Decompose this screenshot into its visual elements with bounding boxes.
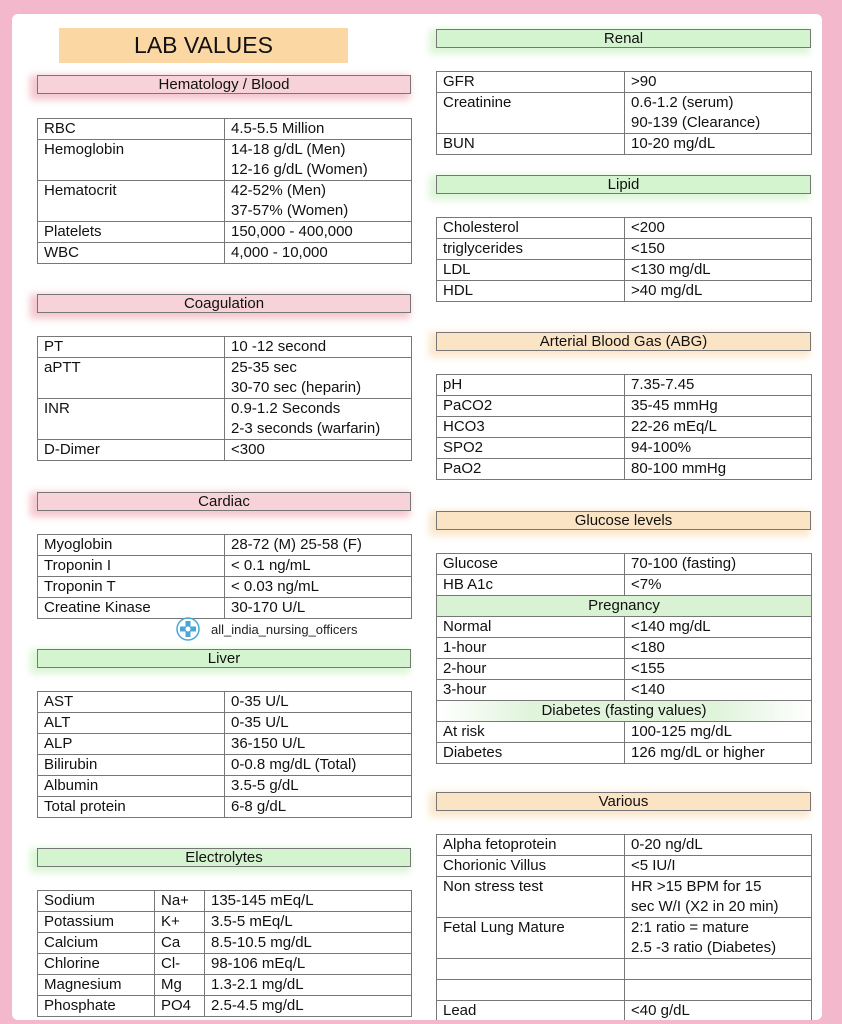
value-cell: <7%: [625, 575, 812, 596]
table-row: [38, 399, 412, 440]
table-row: [38, 755, 412, 776]
value-cell: [625, 980, 812, 1001]
value-cell: 3.5-5 g/dL: [225, 776, 412, 797]
test-name-cell: 1-hour: [437, 638, 625, 659]
glucose-table: [436, 553, 812, 764]
various-header: Various: [436, 792, 811, 811]
value-cell: <150: [625, 239, 812, 260]
test-name-cell: Lead: [437, 1001, 625, 1021]
table-row: [437, 554, 812, 575]
table-row: [437, 959, 812, 980]
table-row: [38, 140, 412, 181]
table-row: [437, 396, 812, 417]
renal-table: [436, 71, 812, 155]
lab-values-sheet: [12, 14, 822, 1020]
value-cell: 0-35 U/L: [225, 692, 412, 713]
table-row: [437, 438, 812, 459]
table-row: [38, 556, 412, 577]
test-name-cell: Diabetes: [437, 743, 625, 764]
test-name-cell: Bilirubin: [38, 755, 225, 776]
test-name-cell: GFR: [437, 72, 625, 93]
value-cell: >40 mg/dL: [625, 281, 812, 302]
value-cell: <130 mg/dL: [625, 260, 812, 281]
table-row: [437, 617, 812, 638]
value-cell: 1.3-2.1 mg/dL: [205, 975, 412, 996]
table-row: [437, 680, 812, 701]
table-row: [38, 996, 412, 1017]
test-name-cell: Total protein: [38, 797, 225, 818]
test-name-cell: Albumin: [38, 776, 225, 797]
table-row: [437, 417, 812, 438]
value-cell: Na+: [155, 891, 205, 912]
test-name-cell: Fetal Lung Mature: [437, 918, 625, 959]
value-cell: 28-72 (M) 25-58 (F): [225, 535, 412, 556]
table-row: [437, 659, 812, 680]
value-cell: K+: [155, 912, 205, 933]
test-name-cell: 2-hour: [437, 659, 625, 680]
abg-header: Arterial Blood Gas (ABG): [436, 332, 811, 351]
test-name-cell: triglycerides: [437, 239, 625, 260]
test-name-cell: 3-hour: [437, 680, 625, 701]
value-cell: 100-125 mg/dL: [625, 722, 812, 743]
value-cell: 7.35-7.45: [625, 375, 812, 396]
value-cell: 10-20 mg/dL: [625, 134, 812, 155]
test-name-cell: Troponin T: [38, 577, 225, 598]
table-row: [38, 358, 412, 399]
table-row: [38, 954, 412, 975]
test-name-cell: PT: [38, 337, 225, 358]
value-cell: <140: [625, 680, 812, 701]
value-cell: HR >15 BPM for 15 sec W/I (X2 in 20 min): [625, 877, 812, 918]
test-name-cell: Non stress test: [437, 877, 625, 918]
subheader-cell: Pregnancy: [437, 596, 812, 617]
liver-header: Liver: [37, 649, 411, 668]
value-cell: 4,000 - 10,000: [225, 243, 412, 264]
table-row: [437, 239, 812, 260]
test-name-cell: Chorionic Villus: [437, 856, 625, 877]
test-name-cell: Platelets: [38, 222, 225, 243]
table-row: [437, 743, 812, 764]
value-cell: 14-18 g/dL (Men) 12-16 g/dL (Women): [225, 140, 412, 181]
table-row: [38, 797, 412, 818]
value-cell: <200: [625, 218, 812, 239]
electrolytes-table: [37, 890, 412, 1017]
test-name-cell: Chlorine: [38, 954, 155, 975]
hematology-table: [37, 118, 412, 264]
value-cell: Ca: [155, 933, 205, 954]
table-row: [437, 260, 812, 281]
value-cell: <155: [625, 659, 812, 680]
table-row: [437, 375, 812, 396]
value-cell: 4.5-5.5 Million: [225, 119, 412, 140]
table-row: [38, 337, 412, 358]
lipid-header: Lipid: [436, 175, 811, 194]
value-cell: 30-170 U/L: [225, 598, 412, 619]
table-row: [437, 459, 812, 480]
test-name-cell: Hematocrit: [38, 181, 225, 222]
various-table: [436, 834, 812, 1020]
value-cell: 0.6-1.2 (serum) 90-139 (Clearance): [625, 93, 812, 134]
value-cell: <5 IU/I: [625, 856, 812, 877]
coagulation-header: Coagulation: [37, 294, 411, 313]
abg-table: [436, 374, 812, 480]
value-cell: PO4: [155, 996, 205, 1017]
value-cell: 25-35 sec 30-70 sec (heparin): [225, 358, 412, 399]
test-name-cell: [437, 959, 625, 980]
value-cell: 36-150 U/L: [225, 734, 412, 755]
table-row: [38, 776, 412, 797]
table-row: [437, 918, 812, 959]
test-name-cell: Glucose: [437, 554, 625, 575]
test-name-cell: PaCO2: [437, 396, 625, 417]
test-name-cell: SPO2: [437, 438, 625, 459]
test-name-cell: At risk: [437, 722, 625, 743]
table-row: [38, 891, 412, 912]
table-row: [38, 181, 412, 222]
test-name-cell: Phosphate: [38, 996, 155, 1017]
value-cell: 94-100%: [625, 438, 812, 459]
table-row: [437, 72, 812, 93]
watermark: [175, 616, 357, 642]
table-row: [437, 980, 812, 1001]
test-name-cell: Hemoglobin: [38, 140, 225, 181]
value-cell: <180: [625, 638, 812, 659]
test-name-cell: Calcium: [38, 933, 155, 954]
test-name-cell: Creatine Kinase: [38, 598, 225, 619]
test-name-cell: aPTT: [38, 358, 225, 399]
table-row: [437, 134, 812, 155]
cardiac-table: [37, 534, 412, 619]
value-cell: Mg: [155, 975, 205, 996]
value-cell: 2:1 ratio = mature 2.5 -3 ratio (Diabetes): [625, 918, 812, 959]
test-name-cell: Cholesterol: [437, 218, 625, 239]
value-cell: 8.5-10.5 mg/dL: [205, 933, 412, 954]
value-cell: <300: [225, 440, 412, 461]
table-row: [38, 713, 412, 734]
watermark-text: all_india_nursing_officers: [211, 621, 358, 637]
value-cell: 3.5-5 mEq/L: [205, 912, 412, 933]
value-cell: >90: [625, 72, 812, 93]
table-row: [38, 577, 412, 598]
table-row: [437, 93, 812, 134]
subheader-row: [437, 701, 812, 722]
cardiac-header: Cardiac: [37, 492, 411, 511]
table-row: [38, 243, 412, 264]
table-row: [437, 638, 812, 659]
value-cell: 80-100 mmHg: [625, 459, 812, 480]
table-row: [38, 975, 412, 996]
table-row: [38, 119, 412, 140]
electrolytes-header: Electrolytes: [37, 848, 411, 867]
subheader-cell: Diabetes (fasting values): [437, 701, 812, 722]
test-name-cell: PaO2: [437, 459, 625, 480]
test-name-cell: pH: [437, 375, 625, 396]
test-name-cell: D-Dimer: [38, 440, 225, 461]
test-name-cell: Creatinine: [437, 93, 625, 134]
test-name-cell: HCO3: [437, 417, 625, 438]
table-row: [38, 535, 412, 556]
table-row: [437, 856, 812, 877]
table-row: [437, 1001, 812, 1021]
test-name-cell: Myoglobin: [38, 535, 225, 556]
subheader-row: [437, 596, 812, 617]
table-row: [38, 912, 412, 933]
test-name-cell: [437, 980, 625, 1001]
value-cell: 22-26 mEq/L: [625, 417, 812, 438]
test-name-cell: AST: [38, 692, 225, 713]
table-row: [437, 218, 812, 239]
test-name-cell: Potassium: [38, 912, 155, 933]
renal-header: Renal: [436, 29, 811, 48]
value-cell: Cl-: [155, 954, 205, 975]
table-row: [38, 222, 412, 243]
table-row: [437, 722, 812, 743]
value-cell: 126 mg/dL or higher: [625, 743, 812, 764]
value-cell: 0-0.8 mg/dL (Total): [225, 755, 412, 776]
test-name-cell: RBC: [38, 119, 225, 140]
test-name-cell: Troponin I: [38, 556, 225, 577]
value-cell: < 0.1 ng/mL: [225, 556, 412, 577]
value-cell: 150,000 - 400,000: [225, 222, 412, 243]
table-row: [437, 835, 812, 856]
nursing-logo-icon: [175, 616, 201, 642]
liver-table: [37, 691, 412, 818]
value-cell: <140 mg/dL: [625, 617, 812, 638]
test-name-cell: ALP: [38, 734, 225, 755]
test-name-cell: WBC: [38, 243, 225, 264]
test-name-cell: Normal: [437, 617, 625, 638]
test-name-cell: Sodium: [38, 891, 155, 912]
value-cell: 2.5-4.5 mg/dL: [205, 996, 412, 1017]
table-row: [38, 933, 412, 954]
table-row: [38, 734, 412, 755]
value-cell: 0-20 ng/dL: [625, 835, 812, 856]
test-name-cell: ALT: [38, 713, 225, 734]
value-cell: 42-52% (Men) 37-57% (Women): [225, 181, 412, 222]
test-name-cell: LDL: [437, 260, 625, 281]
test-name-cell: HDL: [437, 281, 625, 302]
page-title: LAB VALUES: [59, 28, 348, 63]
table-row: [38, 692, 412, 713]
value-cell: 70-100 (fasting): [625, 554, 812, 575]
value-cell: 6-8 g/dL: [225, 797, 412, 818]
value-cell: 0.9-1.2 Seconds 2-3 seconds (warfarin): [225, 399, 412, 440]
table-row: [437, 877, 812, 918]
value-cell: 10 -12 second: [225, 337, 412, 358]
coagulation-table: [37, 336, 412, 461]
test-name-cell: Alpha fetoprotein: [437, 835, 625, 856]
value-cell: < 0.03 ng/mL: [225, 577, 412, 598]
value-cell: 135-145 mEq/L: [205, 891, 412, 912]
value-cell: 0-35 U/L: [225, 713, 412, 734]
value-cell: [625, 959, 812, 980]
lipid-table: [436, 217, 812, 302]
table-row: [437, 575, 812, 596]
table-row: [437, 281, 812, 302]
test-name-cell: Magnesium: [38, 975, 155, 996]
test-name-cell: HB A1c: [437, 575, 625, 596]
test-name-cell: BUN: [437, 134, 625, 155]
value-cell: <40 g/dL: [625, 1001, 812, 1021]
glucose-header: Glucose levels: [436, 511, 811, 530]
test-name-cell: INR: [38, 399, 225, 440]
value-cell: 98-106 mEq/L: [205, 954, 412, 975]
value-cell: 35-45 mmHg: [625, 396, 812, 417]
table-row: [38, 440, 412, 461]
hematology-header: Hematology / Blood: [37, 75, 411, 94]
